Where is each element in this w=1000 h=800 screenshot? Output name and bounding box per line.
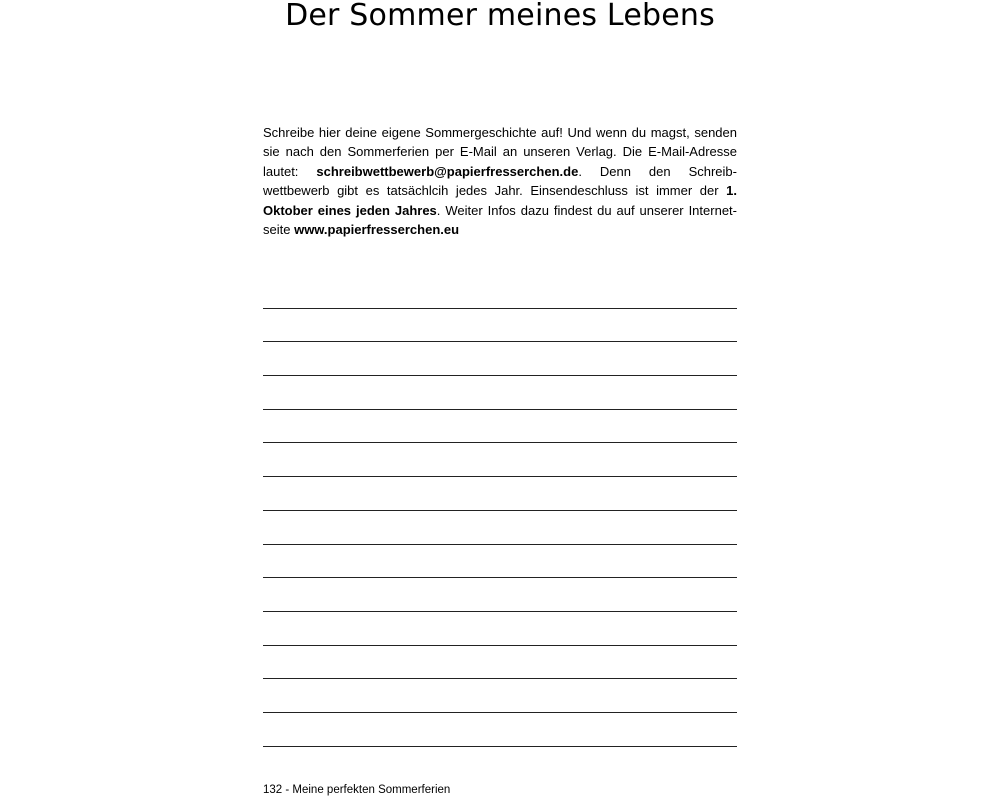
writing-line	[263, 746, 737, 747]
writing-lines	[263, 0, 737, 800]
writing-line	[263, 712, 737, 713]
writing-line	[263, 611, 737, 612]
website-url: www.papierfresserchen.eu	[294, 222, 460, 238]
writing-line	[263, 645, 737, 646]
writing-line	[263, 544, 737, 545]
page-footer: 132 - Meine perfekten Sommerferien	[263, 784, 451, 796]
writing-line	[263, 678, 737, 679]
page-title: Der Sommer meines Lebens	[285, 0, 715, 33]
intro-text-2: . Denn den Schreibwettbewerb gibt es tatsächlcih jedes Jahr. Einsendeschluss ist immer der	[263, 163, 737, 199]
deadline-date: 1. Oktober eines jeden Jahres	[263, 183, 737, 218]
writing-line	[263, 510, 737, 511]
writing-line	[263, 577, 737, 578]
writing-line	[263, 375, 737, 376]
email-address: schreibwettbewerb@papierfresserchen.de	[316, 163, 579, 179]
intro-text-3: . Weiter Infos dazu findest du auf unserer Internetseite	[263, 202, 737, 238]
writing-line	[263, 308, 737, 309]
writing-line	[263, 442, 737, 443]
writing-line	[263, 409, 737, 410]
intro-text-1: Schreibe hier deine eigene Sommergeschichte auf! Und wenn du magst, senden sie nach den Sommerferien per E-Mail an unseren Verlag. Die E-Mail-Adresse lautet:	[263, 125, 737, 179]
writing-line	[263, 341, 737, 342]
writing-line	[263, 476, 737, 477]
